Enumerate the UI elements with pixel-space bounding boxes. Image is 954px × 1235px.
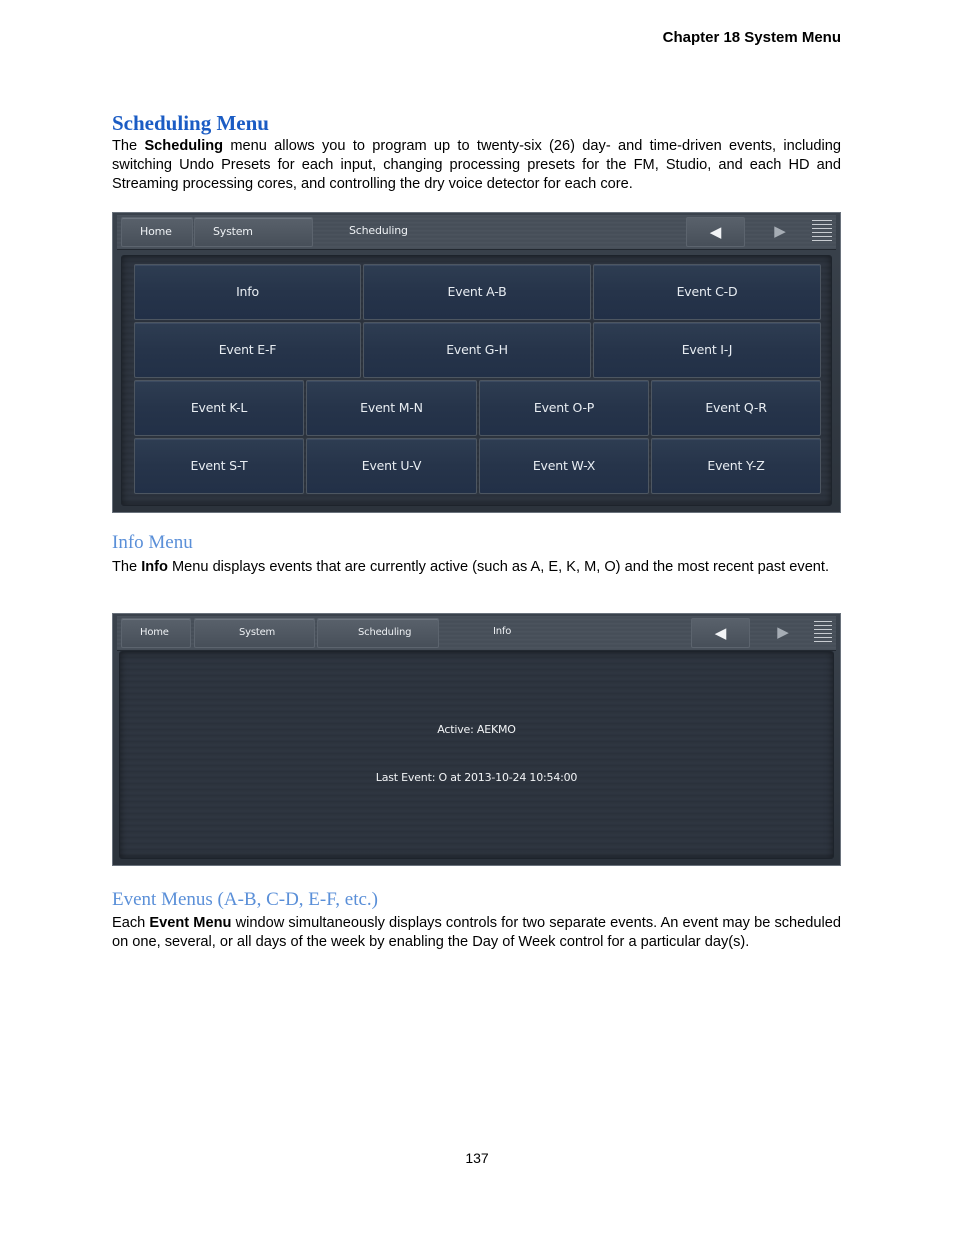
event-w-x-button[interactable]: Event W-X [479,438,649,494]
event-g-h-button[interactable]: Event G-H [363,322,591,378]
back-arrow-icon[interactable]: ◀ [691,618,750,648]
last-event-text: Last Event: O at 2013-10-24 10:54:00 [375,771,578,784]
breadcrumb-home[interactable]: Home [121,217,193,247]
intro-bold-term: Scheduling [144,138,224,154]
info-text-start: The [112,559,142,575]
event-i-j-button[interactable]: Event I-J [593,322,821,378]
breadcrumb-system[interactable]: System [194,217,313,247]
event-y-z-button[interactable]: Event Y-Z [651,438,821,494]
chapter-header: Chapter 18 System Menu [662,29,841,46]
info-bold-term: Info [141,559,168,575]
page-number: 137 [465,1150,489,1166]
event-a-b-button[interactable]: Event A-B [363,264,591,320]
nav-bar [117,616,836,651]
intro-paragraph [112,137,841,194]
info-screen [112,613,841,866]
event-text-rest: window simultaneously displays controls for two separate events. An event may be scheduled on one, several, or all days of the week by enabling the Day of Week control for a particular day(s). [112,915,841,950]
event-q-r-button[interactable]: Event Q-R [651,380,821,436]
breadcrumb-system[interactable]: System [194,618,315,648]
breadcrumb-home[interactable]: Home [121,618,191,648]
forward-arrow-icon[interactable]: ▶ [777,623,789,641]
event-paragraph [112,914,841,952]
info-panel [119,651,834,859]
event-bold-term: Event Menu [149,915,232,931]
back-arrow-icon[interactable]: ◀ [686,217,745,247]
event-s-t-button[interactable]: Event S-T [134,438,304,494]
scheduling-button-panel [121,255,832,506]
info-button[interactable]: Info [134,264,361,320]
event-m-n-button[interactable]: Event M-N [306,380,477,436]
event-text-start: Each [112,915,150,931]
menu-icon[interactable] [812,220,832,242]
breadcrumb-info: Info [493,626,512,637]
event-menus-heading: Event Menus (A-B, C-D, E-F, etc.) [112,889,379,910]
section-title: Scheduling Menu [112,111,269,135]
breadcrumb-scheduling: Scheduling [349,224,408,237]
breadcrumb-scheduling[interactable]: Scheduling [317,618,439,648]
event-u-v-button[interactable]: Event U-V [306,438,477,494]
active-events-text: Active: AEKMO [437,723,516,736]
event-c-d-button[interactable]: Event C-D [593,264,821,320]
intro-text-start: The [112,138,145,154]
nav-bar [117,215,836,250]
menu-icon[interactable] [814,621,832,643]
event-k-l-button[interactable]: Event K-L [134,380,304,436]
info-text-rest: Menu displays events that are currently active (such as A, E, K, M, O) and the most recent past event. [167,559,830,575]
event-o-p-button[interactable]: Event O-P [479,380,649,436]
forward-arrow-icon[interactable]: ▶ [774,222,786,240]
info-paragraph [112,558,841,577]
event-e-f-button[interactable]: Event E-F [134,322,361,378]
info-menu-heading: Info Menu [112,532,193,553]
scheduling-screen [112,212,841,513]
intro-text-rest: menu allows you to program up to twenty-six (26) day- and time-driven events, including switching Undo Presets for each input, changing processing presets for the FM, Studio, and each HD and Streaming processing cores, and controlling the dry voice detector for each core. [112,138,842,192]
